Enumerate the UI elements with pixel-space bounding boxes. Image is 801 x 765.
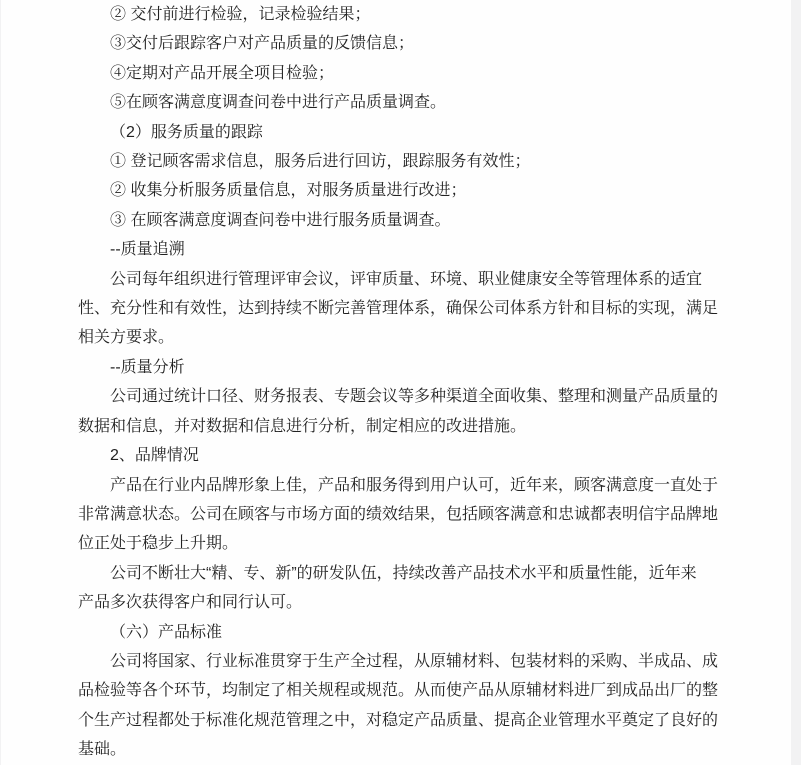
document-line: 2、品牌情况 [110,447,199,465]
document-line: 相关方要求。 [78,329,175,347]
document-text [78,0,751,765]
document-line: 产品多次获得客户和同行认可。 [78,594,303,612]
document-line: 基础。 [78,741,127,759]
document-line: 公司通过统计口径、财务报表、专题会议等多种渠道全面收集、整理和测量产品质量的 [110,388,719,406]
document-line: 非常满意状态。公司在顾客与市场方面的绩效结果，包括顾客满意和忠诚都表明信宇品牌地 [78,505,719,523]
document-line: （2）服务质量的跟踪 [110,123,263,141]
document-line: 公司每年组织进行管理评审会议，评审质量、环境、职业健康安全等管理体系的适宜 [110,270,703,288]
document-line: 个生产过程都处于标准化规范管理之中，对稳定产品质量、提高企业管理水平奠定了良好的 [78,711,719,729]
document-line: 性、充分性和有效性，达到持续不断完善管理体系，确保公司体系方针和目标的实现，满足 [78,300,719,318]
document-line: ④定期对产品开展全项目检验； [110,64,335,82]
document-line: 数据和信息，并对数据和信息进行分析，制定相应的改进措施。 [78,417,527,435]
document-line: ② 收集分析服务质量信息，对服务质量进行改进； [110,182,467,200]
document-line: 公司将国家、行业标准贯穿于生产全过程，从原辅材料、包装材料的采购、半成品、成 [110,652,719,670]
document-line: ③交付后跟踪客户对产品质量的反馈信息； [110,35,415,53]
document-line: ③ 在顾客满意度调查问卷中进行服务质量调查。 [110,211,451,229]
document-line: --质量追溯 [110,241,185,259]
document-line: 产品在行业内品牌形象上佳，产品和服务得到用户认可，近年来，顾客满意度一直处于 [110,476,719,494]
document-line: ② 交付前进行检验，记录检验结果； [110,6,371,23]
document-line: ⑤在顾客满意度调查问卷中进行产品质量调查。 [110,94,447,112]
document-line: （六）产品标准 [110,623,223,641]
document-line: --质量分析 [110,358,185,376]
document-line: ① 登记顾客需求信息，服务后进行回访，跟踪服务有效性； [110,153,531,171]
document-line: 位正处于稳步上升期。 [78,535,239,553]
document-page [1,0,791,765]
document-line: 品检验等各个环节，均制定了相关规程或规范。从而使产品从原辅材料进厂到成品出厂的整 [78,682,719,700]
document-line: 公司不断壮大“精、专、新”的研发队伍，持续改善产品技术水平和质量性能，近年来 [110,564,697,582]
